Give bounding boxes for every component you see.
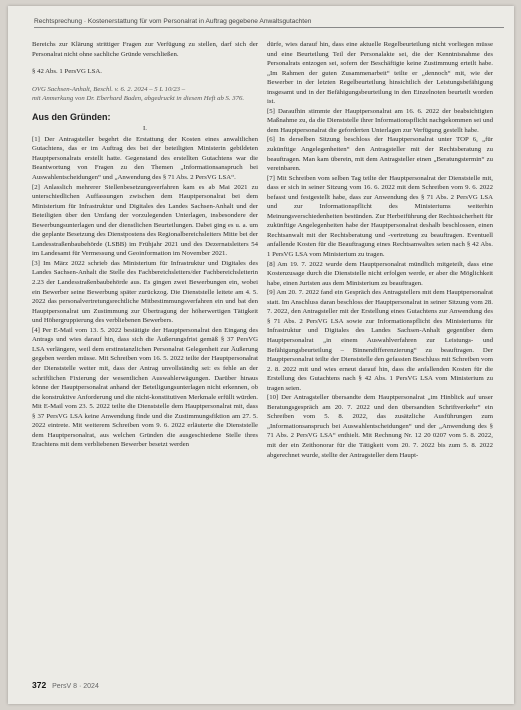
paragraph-5: [5] Daraufhin stimmte der Hauptpersonalrat am 16. 6. 2022 der beabsichtigten Maßnahme zu, da die Dienststelle ihrer Informationspflicht nachgekommen sei und dem Hauptpersonalrat die geforderten Unterlagen zur Verfügung gestellt habe. — [267, 107, 493, 134]
paragraph-4: [4] Per E-Mail vom 13. 5. 2022 bestätigte der Hauptpersonalrat den Eingang des Antrags und wies darauf hin, dass sich die Äußerungsfrist gemäß § 37 PersVG LSA verlängere, weil dem erstinstanzlichen Personalrat Gelegenheit zur Äußerung gegeben werden müsse. Mit Schreiben vom 16. 5. 2022 teilte der Hauptpersonalrat der Dienststelle weiter mit, dass der Antrag unvollständig sei: es fehle an der schriftlichen Fixierung der wesentlichen Auswahlerwägungen. Darüber hinaus könne der Hauptpersonalrat anhand der Beteiligungsunterlagen nicht erkennen, ob die konstruktive Anforderung und die nicht-konstitutiven Merkmale erfüllt würden. Mit E-Mail vom 23. 5. 2022 teilte die Dienststelle dem Hauptpersonalrat mit, dass § 37 PersVG LSA keine Anwendung finde und die Zustimmungsfiktion am 27. 5. 2022 eintrete. Mit weiterem Schreiben vom 9. 6. 2022 erläuterte die Dienststelle dem Hauptpersonalrat, aus welchen Gründen die ausgeschiedene Stelle ihres Erachtens mit dem verbliebenen Bewerber besetzt werden — [32, 326, 258, 449]
magazine-issue: PersV 8 · 2024 — [52, 683, 99, 690]
law-reference: § 42 Abs. 1 PersVG LSA. — [32, 68, 102, 76]
document-page — [8, 6, 514, 704]
paragraph-6: [6] In derselben Sitzung beschloss der Hauptpersonalrat unter TOP 6, „für zukünftige Angelegenheiten“ den Antragsteller mit der Rechtsberatung zu beauftragen. Man kam überein, mit dem Antragsteller einen „Beratungstermin“ zu vereinbaren. — [267, 136, 493, 173]
page-footer — [32, 680, 99, 690]
citation-court: OVG Sachsen-Anhalt, Beschl. v. 6. 2. 2024 – 5 L 10/23 – — [32, 85, 186, 93]
section-heading: Aus den Gründen: — [32, 111, 111, 122]
paragraph-8: [8] Am 19. 7. 2022 wurde dem Hauptpersonalrat mündlich mitgeteilt, dass eine Kostenzusage durch die Dienststelle nicht erfolgen werde, er aber die Möglichkeit habe, einen Juristen aus dem Ministerium zu beauftragen. — [267, 260, 493, 287]
citation-annotation: mit Anmerkung von Dr. Eberhard Baden, abgedruckt in diesem Heft ab S. 376. — [32, 95, 245, 103]
paragraph-9: [9] Am 20. 7. 2022 fand ein Gespräch des Antragstellers mit dem Hauptpersonalrat statt. Im Anschluss daran beschloss der Hauptpersonalrat in seiner Sitzung vom 28. 7. 2022, den Antragsteller mit der Erstellung eines Gutachtens zur Anwendung des § 71 Abs. 2 PersVG LSA sowie zur Informationspflicht des Ministeriums für Infrastruktur und Digitales des Landes Sachsen-Anhalt gegenüber dem Hauptpersonalrat „in einem Auswahlverfahren zur Leistungs- und Befähigungsbeurteilung – Binnendifferenzierung“ zu beauftragen. Der Hauptpersonalrat teilte der Dienststelle den gefassten Beschluss mit Schreiben vom 2. 8. 2022 mit und wies erneut darauf hin, dass die anfallenden Kosten für die Erstellung des Gutachtens nach § 42 Abs. 1 PersVG LSA vom Ministerium zu tragen seien. — [267, 289, 493, 392]
section-numeral: I. — [143, 125, 147, 133]
paragraph-10: [10] Der Antragsteller übersandte dem Hauptpersonalrat „im Hinblick auf unser Beratungsgespräch am 20. 7. 2022 und den übersandten Schriftverkehr“ ein Schreiben vom 5. 8. 2022, das zusätzliche Ausführungen zum „Informationsanspruch bei Auswahlentscheidungen“ und der „Anwendung des § 71 Abs. 2 PersVG LSA“ enthielt. Mit Rechnung Nr. 12 20 0207 vom 5. 8. 2022, mit der ein Zeithonorar für die Tätigkeit vom 20. 7. 2022 bis zum 5. 8. 2022 abgerechnet wurde, stellte der Antragsteller dem Haupt- — [267, 394, 493, 459]
page-number: 372 — [32, 680, 47, 690]
paragraph-2: [2] Anlasslich mehrerer Stellenbesetzungsverfahren kam es ab Mai 2021 zu unterschiedlichen Auffassungen zwischen dem Hauptpersonalrat bei dem Ministerium für Infrastruktur und Digitales des Landes Sachsen-Anhalt und der Beteiligten über den Umfang der vorzulegenden Unterlagen, insbesondere der Bewerbungsunterlagen und der dienstlichen Beurteilungen. Dabei ging es u. a. um die geplante Besetzung des Dienstpostens des Regionalbereichsleiters Mitte bei der Landesstraßenbaubehörde (LSBB) im Frühjahr 2021 und des Dezernatsleiters 54 im Landesamt für Vermessung und Geoinformation im November 2021. — [32, 183, 258, 258]
intro-paragraph: Bereichs zur Klärung strittiger Fragen zur Verfügung zu stellen, darf sich der Personalrat nicht ohne sachliche Gründe verschließen. — [32, 41, 258, 58]
paragraph-1: [1] Der Antragsteller begehrt die Erstattung der Kosten eines anwaltlichen Gutachtens, das er im Auftrag des bei der beteiligten Ministerin gebildeten Hauptpersonalrats erstellt hatte. Gegenstand des erstellten Gutachtens war die Beantwortung von Fragen zu den Themen „Informationsanspruch bei Auswahlentscheidungen“ und „Anwendung des § 71 Abs. 2 PersVG LSA“. — [32, 135, 258, 182]
left-column — [32, 40, 258, 450]
running-header: Rechtsprechung · Kostenerstattung für vom Personalrat in Auftrag gegebene Anwaltsgutachten — [34, 18, 504, 28]
right-column — [267, 40, 493, 460]
paragraph-4-continued: dürfe, wies darauf hin, dass eine aktuelle Regelbeurteilung nicht vorliegen müsse und eine Beurteilung Teil der Personalakte sei, die der Kenntnisnahme des Personalrats entzogen sei, sofern der Beschäftigte keine Zustimmung erteilt habe. „Im Rahmen der guten Zusammenarbeit“ teilte er „dennoch“ mit, wie der Bewerber in der letzten Regelbeurteilung hinsichtlich der Leistungsbefähigung insgesamt und in der Befähigungsbeurteilung in den Einzelnoten beurteilt worden ist. — [267, 41, 493, 106]
paragraph-3: [3] Im März 2022 schrieb das Ministerium für Infrastruktur und Digitales des Landes Sachsen-Anhalt die Stelle des Fachbereichsleiters/der Fachbereichsleiterin 2.23 der Landesstraßenbaubehörde aus. Es gingen zwei Bewerbungen ein, wobei ein Bewerber seine Bewerbung später zurückzog. Die Dienststelle leitete am 4. 5. 2022 das personalvertretungsrechtliche Mitbestimmungsverfahren ein und bat den Hauptpersonalrat um Zustimmung zur Übertragung der höherwertigen Tätigkeit und Höhergruppierung des verbliebenen Bewerbers. — [32, 259, 258, 325]
paragraph-7: [7] Mit Schreiben vom selben Tag teilte der Hauptpersonalrat der Dienststelle mit, dass er sich in seiner Sitzung vom 16. 6. 2022 mit dem Schreiben vom 9. 6. 2022 befasst und festgestellt habe, dass zur Anwendung des § 71 Abs. 2 PersVG LSA und zur Informationspflicht des Ministeriums weiterhin Meinungsverschiedenheiten bestünden. Zur Herbeiführung der Rechtssicherheit für zukünftige Angelegenheiten habe der Hauptpersonalrat deshalb beschlossen, einen Rechtsanwalt mit der Rechtsberatung und -vertretung zu beauftragen. Eventuell anfallende Kosten für die Beauftragung eines Rechtsanwaltes seien nach § 42 Abs. 1 PersVG LSA vom Ministerium zu tragen. — [267, 174, 493, 259]
